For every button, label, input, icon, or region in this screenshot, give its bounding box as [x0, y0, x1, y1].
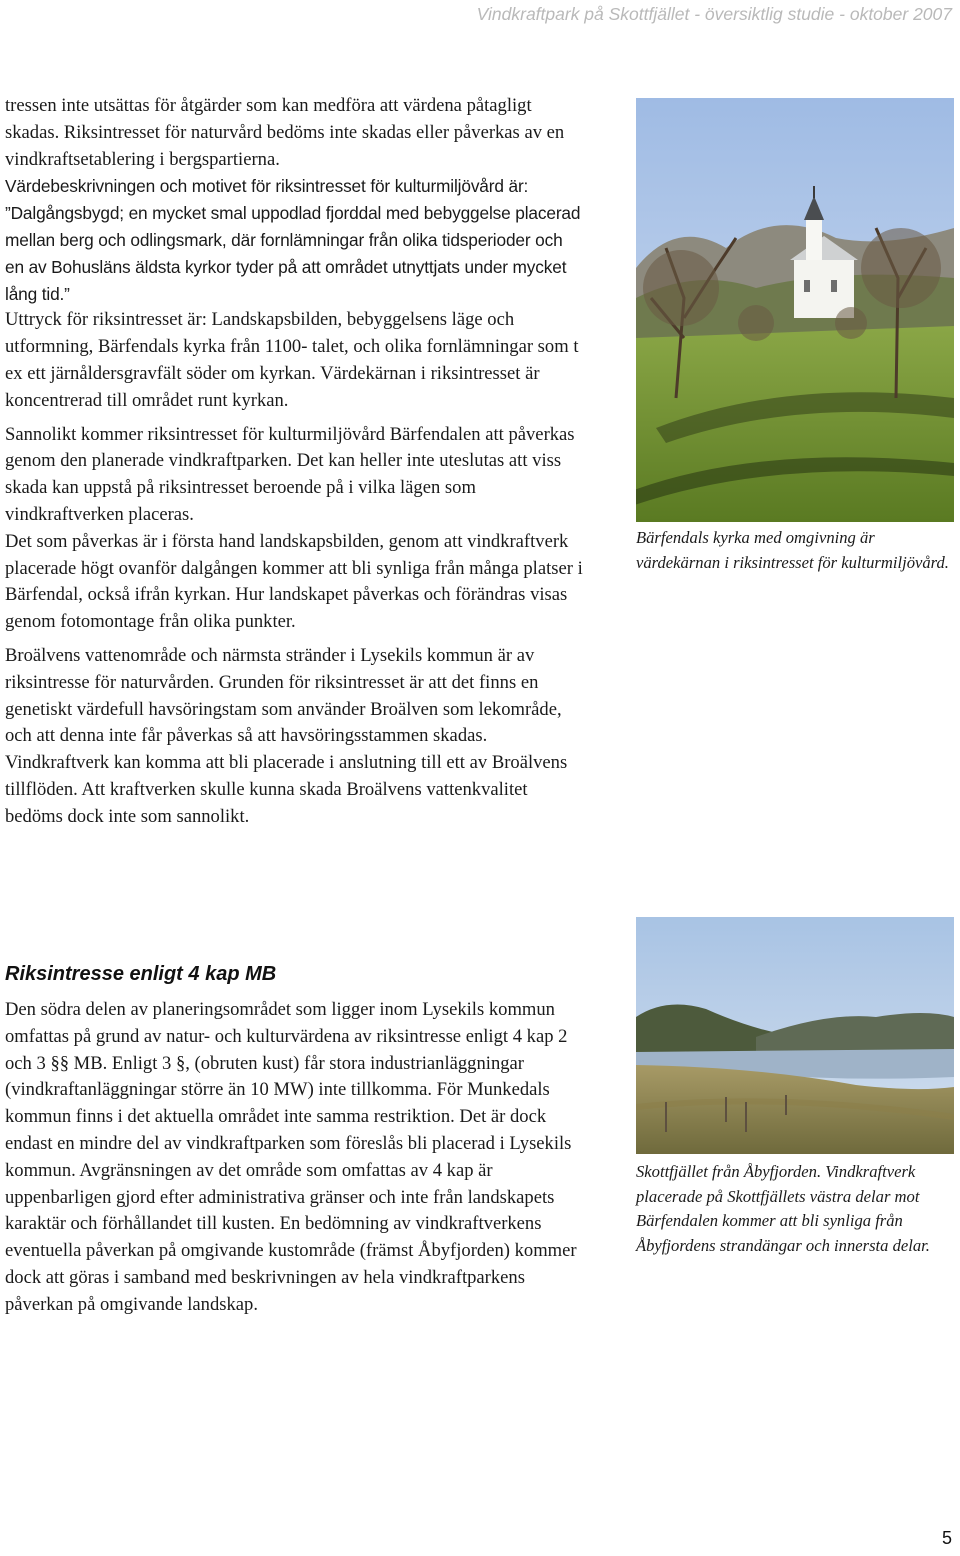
church-photo-caption: Bärfendals kyrka med omgivning är värdekärnan i riksintresset för kulturmiljövård. — [636, 528, 949, 572]
section-heading: Riksintresse enligt 4 kap MB — [5, 963, 277, 985]
running-header: Vindkraftpark på Skottfjället - översiktlig studie - oktober 2007 — [476, 4, 952, 24]
paragraph-landscape-impact: Det som påverkas är i första hand landskapsbilden, genom att vindkraftverk placerade högt ovanför dalgången kommer att bli synliga från många platser i Bärfendal, också ifrån kyrkan. Hur landskapet påverkas och förändras visas genom fotomontage från olika punkter. — [5, 530, 583, 633]
fjord-photo — [636, 917, 954, 1154]
church-photo — [636, 98, 954, 522]
paragraph-expression: Uttryck för riksintresset är: Landskapsbilden, bebyggelsens läge och utformning, Bärfendals kyrka från 1100- talet, och olika fornlämningar som t ex ett järnåldersgravfält söder om kyrkan. Värdekärnan i riksintresset är koncentrerad till området runt kyrkan. — [5, 309, 579, 411]
fjord-photo-caption: Skottfjället från Åbyfjorden. Vindkraftverk placerade på Skottfjällets västra delar mot Bärfendalen kommer att bli synliga från Åbyfjordens strandängar och innersta delar. — [636, 1162, 930, 1255]
page-number: 5 — [941, 1528, 952, 1548]
paragraph-continuation: tressen inte utsättas för åtgärder som kan medföra att värdena påtagligt skadas. Riksintresset för naturvård bedöms inte skadas eller påverkas av en vindkraftsetablering i bergspartierna. — [5, 95, 565, 170]
section-body: Den södra delen av planeringsområdet som ligger inom Lysekils kommun omfattas på grund av natur- och kulturvärdena av riksintresse enligt 4 kap 2 och 3 §§ MB. Enligt 3 §, (obruten kust) får stora industrianläggningar (vindkraftanläggningar större än 10 MW) inte tillkomma. För Munkedals kommun finns i det aktuella området inte samma restriktion. Det är dock endast en mindre del av vindkraftparken som föreslås bli placerad i Lysekils kommun. Avgränsningen av det område som omfattas av 4 kap är uppenbarligen gjord efter administrativa gränser och inte från landskapets karaktär och förhållandet till kusten. En bedömning av vindkraftverkens eventuella påverkan på omgivande kustområde (främst Åbyfjorden) kommer dock att göras i samband med beskrivningen av hela vindkraftparkens påverkan på omgivande landskap. — [5, 999, 577, 1315]
paragraph-likely-impact: Sannolikt kommer riksintresset för kulturmiljövård Bärfendalen att påverkas genom den planerade vindkraftparken. Det kan heller inte uteslutas att viss skada kan uppstå på riksintresset beroende på i vilka lägen som vindkraftverken placeras. — [5, 423, 575, 525]
paragraph-broalven: Broälvens vattenområde och närmsta stränder i Lysekils kommun är av riksintresse för naturvården. Grunden för riksintresset är att det finns en genetiskt värdefull havsöringstam som använder Broälven som lekområde, och att denna inte får påverkas så att havsöringsstammen skadas. Vindkraftverk kan komma att bli placerade i anslutning till ett av Broälvens tillflöden. Att kraftverken skulle kunna skada Broälvens vattenkvalitet bedöms dock inte som sannolikt. — [5, 644, 568, 827]
paragraph-value-description: Värdebeskrivningen och motivet för riksintresset för kulturmiljövård är: ”Dalgångsbygd; en mycket smal uppodlad fjorddal med bebyggelse placerad mellan berg och odlingsmark, där fornlämningar från olika tidsperioder och en av Bohusläns äldsta kyrkor tyder på att området utnyttjats under mycket lång tid.” — [5, 176, 581, 304]
main-text-column — [5, 93, 583, 831]
